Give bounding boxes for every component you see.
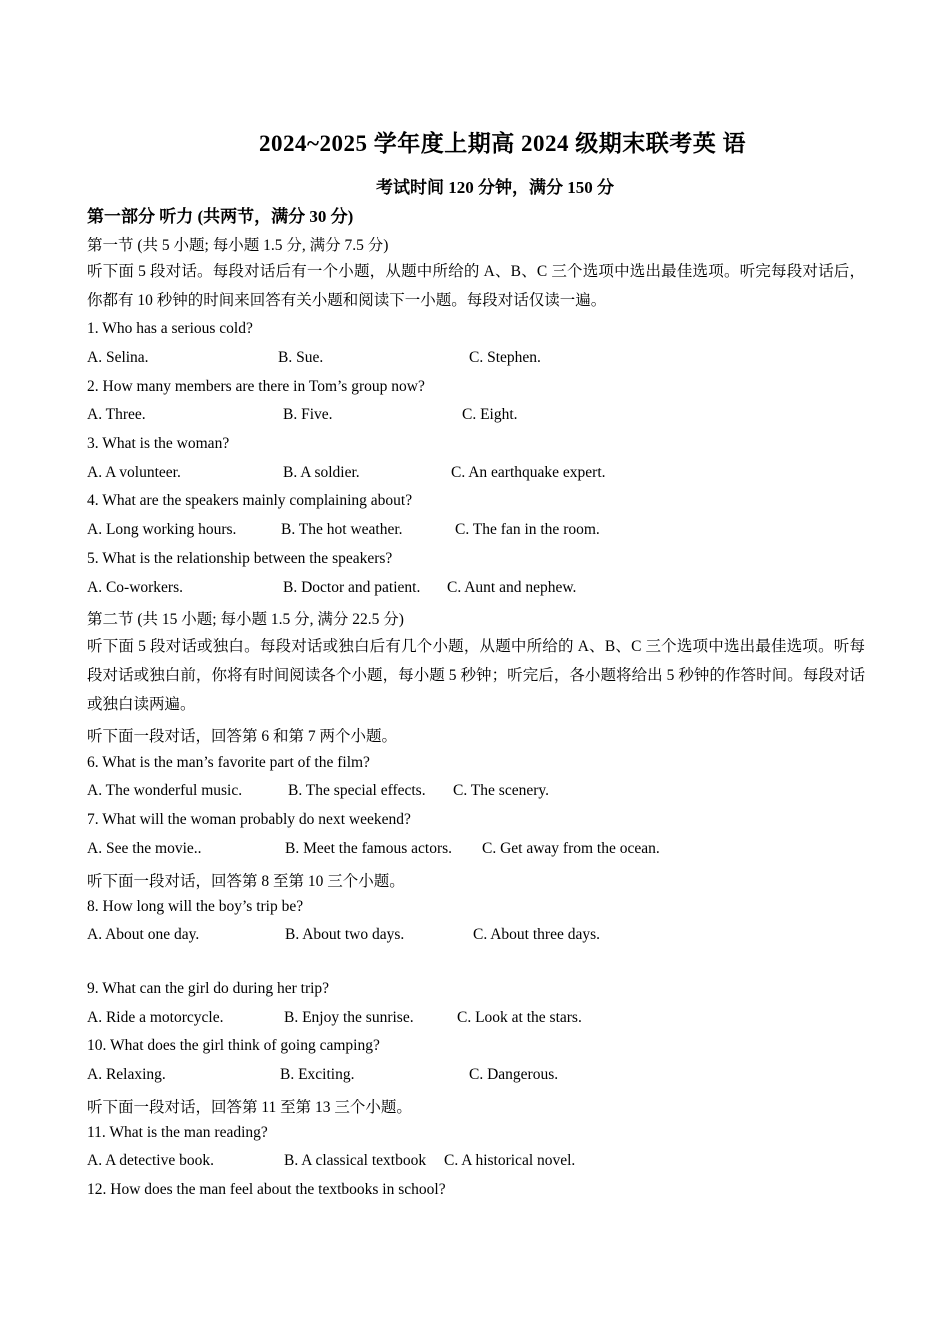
option-b: B. A soldier. xyxy=(283,464,360,481)
part-heading: 第一部分 听力 (共两节，满分 30 分) xyxy=(87,207,354,226)
option-a: A. About one day. xyxy=(87,926,200,943)
option-b: B. Meet the famous actors. xyxy=(285,840,453,857)
question-stem: 6. What is the man’s favorite part of the film? xyxy=(87,754,370,771)
option-a: A. Relaxing. xyxy=(87,1066,166,1083)
question-stem: 8. How long will the boy’s trip be? xyxy=(87,898,304,915)
question-stem: 5. What is the relationship between the speakers? xyxy=(87,550,393,567)
question-stem: 4. What are the speakers mainly complaining about? xyxy=(87,492,413,509)
option-c: C. The scenery. xyxy=(453,782,549,799)
option-a: A. Long working hours. xyxy=(87,521,237,538)
page-title: 2024~2025 学年度上期高 2024 级期末联考英 语 xyxy=(259,131,746,156)
section1-instructions: 听下面 5 段对话。每段对话后有一个小题，从题中所给的 A、B、C 三个选项中选出最佳选项。听完每段对话后，你都有 10 秒钟的时间来回答有关小题和阅读下一小题。每段对话仅读一遍。 xyxy=(87,263,865,309)
option-b: B. A classical textbook xyxy=(284,1152,427,1169)
question-stem: 11. What is the man reading? xyxy=(87,1124,268,1141)
option-b: B. Sue. xyxy=(278,349,324,366)
option-a: A. See the movie.. xyxy=(87,840,202,857)
option-c: C. The fan in the room. xyxy=(455,521,600,538)
option-a: A. A detective book. xyxy=(87,1152,214,1169)
option-c: C. Aunt and nephew. xyxy=(447,579,577,596)
option-b: B. Doctor and patient. xyxy=(283,579,421,596)
option-c: C. Dangerous. xyxy=(469,1066,559,1083)
option-c: C. An earthquake expert. xyxy=(451,464,606,481)
option-c: C. A historical novel. xyxy=(444,1152,576,1169)
option-c: C. Get away from the ocean. xyxy=(482,840,660,857)
option-a: A. A volunteer. xyxy=(87,464,181,481)
option-a: A. The wonderful music. xyxy=(87,782,243,799)
question-stem: 2. How many members are there in Tom’s group now? xyxy=(87,378,425,395)
question-stem: 3. What is the woman? xyxy=(87,435,230,452)
group-note: 听下面一段对话，回答第 6 和第 7 两个小题。 xyxy=(87,728,398,745)
option-b: B. Five. xyxy=(283,406,333,423)
question-stem: 7. What will the woman probably do next weekend? xyxy=(87,811,411,828)
option-c: C. Stephen. xyxy=(469,349,541,366)
option-a: A. Selina. xyxy=(87,349,149,366)
option-b: B. Exciting. xyxy=(280,1066,355,1083)
option-b: B. Enjoy the sunrise. xyxy=(284,1009,414,1026)
option-c: C. Eight. xyxy=(462,406,518,423)
section2-instructions: 听下面 5 段对话或独白。每段对话或独白后有几个小题，从题中所给的 A、B、C 三个选项中选出最佳选项。听每段对话或独白前，你将有时间阅读各个小题，每小题 5 秒钟；听完后，各小题将给出 5 秒钟的作答时间。每段对话或独白读两遍。 xyxy=(87,638,865,713)
option-a: A. Three. xyxy=(87,406,146,423)
option-b: B. The special effects. xyxy=(288,782,426,799)
group-note: 听下面一段对话，回答第 8 至第 10 三个小题。 xyxy=(87,873,405,890)
option-a: A. Co-workers. xyxy=(87,579,183,596)
question-stem: 9. What can the girl do during her trip? xyxy=(87,980,330,997)
exam-info: 考试时间 120 分钟，满分 150 分 xyxy=(376,178,614,197)
question-stem: 10. What does the girl think of going camping? xyxy=(87,1037,380,1054)
option-c: C. About three days. xyxy=(473,926,600,943)
option-b: B. About two days. xyxy=(285,926,405,943)
group-note: 听下面一段对话，回答第 11 至第 13 三个小题。 xyxy=(87,1099,412,1116)
section2-heading: 第二节 (共 15 小题; 每小题 1.5 分, 满分 22.5 分) xyxy=(87,611,404,628)
section1-heading: 第一节 (共 5 小题; 每小题 1.5 分, 满分 7.5 分) xyxy=(87,237,389,254)
option-b: B. The hot weather. xyxy=(281,521,403,538)
option-a: A. Ride a motorcycle. xyxy=(87,1009,224,1026)
question-stem: 1. Who has a serious cold? xyxy=(87,320,253,337)
question-stem: 12. How does the man feel about the textbooks in school? xyxy=(87,1181,446,1198)
option-c: C. Look at the stars. xyxy=(457,1009,582,1026)
